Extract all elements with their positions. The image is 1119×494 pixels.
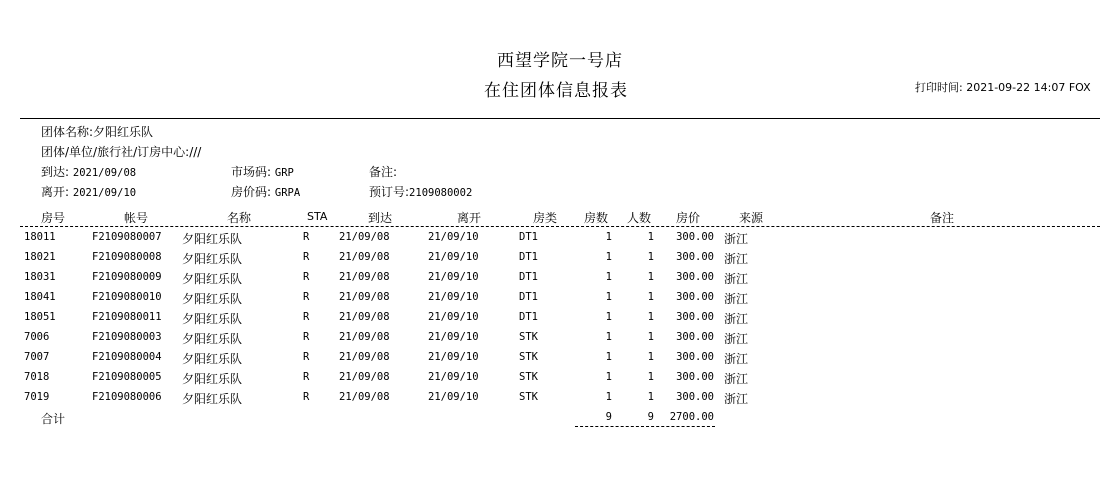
cell-account: F2109080008 <box>92 251 162 263</box>
cell-arrival: 21/09/08 <box>339 351 390 363</box>
cell-room: 18021 <box>24 251 56 263</box>
col-header-rooms: 房数 <box>584 211 609 225</box>
cell-room: 7018 <box>24 371 50 383</box>
cell-persons: 1 <box>647 351 654 363</box>
table-row <box>0 370 1119 390</box>
cell-persons: 1 <box>647 291 654 303</box>
cell-name: 夕阳红乐队 <box>182 312 243 326</box>
cell-source: 浙江 <box>724 312 749 326</box>
group-name-label: 团体名称: <box>41 125 94 139</box>
cell-room-type: STK <box>519 351 538 363</box>
table-row <box>0 390 1119 410</box>
cell-rate: 300.00 <box>676 271 714 283</box>
cell-name: 夕阳红乐队 <box>182 392 243 406</box>
booking-label: 预订号: <box>369 185 410 199</box>
total-dashed-underline <box>575 426 715 427</box>
group-agency-value: /// <box>189 145 202 159</box>
cell-departure: 21/09/10 <box>428 331 479 343</box>
col-header-room: 房号 <box>41 211 66 225</box>
table-row <box>0 350 1119 370</box>
cell-status: R <box>303 371 310 383</box>
rate-code-value: GRPA <box>274 187 301 199</box>
cell-persons: 1 <box>647 311 654 323</box>
cell-account: F2109080011 <box>92 311 162 323</box>
cell-rooms: 1 <box>605 271 612 283</box>
cell-rooms: 1 <box>605 311 612 323</box>
departure-label: 离开: <box>41 185 70 199</box>
cell-rooms: 1 <box>605 231 612 243</box>
cell-name: 夕阳红乐队 <box>182 252 243 266</box>
print-time-text: 打印时间: 2021-09-22 14:07 FOX <box>915 81 1091 94</box>
cell-room: 18011 <box>24 231 56 243</box>
cell-rooms: 1 <box>605 331 612 343</box>
cell-room: 18051 <box>24 311 56 323</box>
cell-departure: 21/09/10 <box>428 391 479 403</box>
cell-room-type: STK <box>519 331 538 343</box>
cell-rate: 300.00 <box>676 331 714 343</box>
cell-name: 夕阳红乐队 <box>182 352 243 366</box>
cell-persons: 1 <box>647 391 654 403</box>
header-divider <box>20 118 1100 119</box>
booking-field <box>369 183 472 200</box>
group-name-row <box>41 123 153 140</box>
cell-departure: 21/09/10 <box>428 251 479 263</box>
cell-rate: 300.00 <box>676 291 714 303</box>
table-row <box>0 330 1119 350</box>
cell-source: 浙江 <box>724 392 749 406</box>
col-header-arrival: 到达 <box>368 211 393 225</box>
col-header-account: 帐号 <box>124 211 149 225</box>
col-header-status: STA <box>307 210 328 223</box>
header-dashed-divider <box>20 226 1100 227</box>
cell-persons: 1 <box>647 251 654 263</box>
cell-arrival: 21/09/08 <box>339 231 390 243</box>
cell-rate: 300.00 <box>676 371 714 383</box>
cell-rate: 300.00 <box>676 311 714 323</box>
cell-status: R <box>303 331 310 343</box>
cell-arrival: 21/09/08 <box>339 371 390 383</box>
table-row <box>0 230 1119 250</box>
cell-persons: 1 <box>647 371 654 383</box>
cell-name: 夕阳红乐队 <box>182 232 243 246</box>
cell-room: 18031 <box>24 271 56 283</box>
total-persons: 9 <box>647 411 654 423</box>
cell-departure: 21/09/10 <box>428 231 479 243</box>
market-field <box>231 163 294 180</box>
total-amount: 2700.00 <box>669 411 714 423</box>
col-header-name: 名称 <box>227 211 252 225</box>
total-rooms: 9 <box>605 411 612 423</box>
cell-arrival: 21/09/08 <box>339 391 390 403</box>
cell-departure: 21/09/10 <box>428 351 479 363</box>
cell-arrival: 21/09/08 <box>339 331 390 343</box>
cell-account: F2109080006 <box>92 391 162 403</box>
cell-status: R <box>303 291 310 303</box>
cell-name: 夕阳红乐队 <box>182 332 243 346</box>
cell-name: 夕阳红乐队 <box>182 292 243 306</box>
departure-field <box>41 183 136 200</box>
cell-departure: 21/09/10 <box>428 291 479 303</box>
cell-status: R <box>303 351 310 363</box>
arrival-value: 2021/09/08 <box>72 167 137 179</box>
cell-departure: 21/09/10 <box>428 371 479 383</box>
cell-persons: 1 <box>647 271 654 283</box>
cell-name: 夕阳红乐队 <box>182 272 243 286</box>
cell-rate: 300.00 <box>676 391 714 403</box>
print-time <box>915 79 1091 95</box>
cell-room-type: DT1 <box>519 311 538 323</box>
cell-source: 浙江 <box>724 352 749 366</box>
cell-arrival: 21/09/08 <box>339 251 390 263</box>
group-agency-label: 团体/单位/旅行社/订房中心: <box>41 145 190 159</box>
group-agency-row <box>41 143 201 160</box>
cell-source: 浙江 <box>724 272 749 286</box>
cell-rooms: 1 <box>605 251 612 263</box>
cell-status: R <box>303 251 310 263</box>
cell-name: 夕阳红乐队 <box>182 372 243 386</box>
market-value: GRP <box>274 167 294 179</box>
table-row <box>0 290 1119 310</box>
total-row <box>0 410 1119 430</box>
cell-arrival: 21/09/08 <box>339 311 390 323</box>
cell-departure: 21/09/10 <box>428 271 479 283</box>
rate-code-label: 房价码: <box>231 185 272 199</box>
col-header-remark: 备注 <box>930 211 955 225</box>
market-label: 市场码: <box>231 165 272 179</box>
booking-value: 2109080002 <box>409 187 473 199</box>
cell-rooms: 1 <box>605 291 612 303</box>
rate-code-field <box>231 183 300 200</box>
cell-room-type: STK <box>519 371 538 383</box>
table-row <box>0 310 1119 330</box>
cell-account: F2109080010 <box>92 291 162 303</box>
cell-account: F2109080009 <box>92 271 162 283</box>
cell-persons: 1 <box>647 331 654 343</box>
cell-account: F2109080003 <box>92 331 162 343</box>
cell-account: F2109080004 <box>92 351 162 363</box>
col-header-room-type: 房类 <box>533 211 558 225</box>
cell-source: 浙江 <box>724 332 749 346</box>
cell-status: R <box>303 391 310 403</box>
cell-account: F2109080005 <box>92 371 162 383</box>
cell-arrival: 21/09/08 <box>339 271 390 283</box>
cell-room-type: STK <box>519 391 538 403</box>
cell-rate: 300.00 <box>676 231 714 243</box>
arrival-label: 到达: <box>41 165 70 179</box>
departure-value: 2021/09/10 <box>72 187 137 199</box>
cell-room-type: DT1 <box>519 291 538 303</box>
cell-account: F2109080007 <box>92 231 162 243</box>
cell-source: 浙江 <box>724 232 749 246</box>
col-header-rate: 房价 <box>676 211 701 225</box>
total-label: 合计 <box>41 412 66 426</box>
cell-room-type: DT1 <box>519 231 538 243</box>
cell-source: 浙江 <box>724 372 749 386</box>
cell-status: R <box>303 231 310 243</box>
cell-room: 7006 <box>24 331 50 343</box>
cell-rate: 300.00 <box>676 351 714 363</box>
cell-status: R <box>303 271 310 283</box>
cell-arrival: 21/09/08 <box>339 291 390 303</box>
cell-room: 7007 <box>24 351 50 363</box>
table-row <box>0 250 1119 270</box>
cell-persons: 1 <box>647 231 654 243</box>
cell-source: 浙江 <box>724 252 749 266</box>
report-title: 在住团体信息报表 <box>484 81 628 101</box>
col-header-persons: 人数 <box>627 211 652 225</box>
cell-rate: 300.00 <box>676 251 714 263</box>
cell-room-type: DT1 <box>519 271 538 283</box>
group-name-value: 夕阳红乐队 <box>93 125 154 139</box>
cell-status: R <box>303 311 310 323</box>
cell-room: 7019 <box>24 391 50 403</box>
col-header-source: 来源 <box>739 211 764 225</box>
hotel-name: 西望学院一号店 <box>497 51 623 71</box>
cell-room: 18041 <box>24 291 56 303</box>
col-header-departure: 离开 <box>457 211 482 225</box>
cell-rooms: 1 <box>605 391 612 403</box>
remark-field <box>369 163 397 180</box>
table-row <box>0 270 1119 290</box>
arrival-field <box>41 163 136 180</box>
cell-departure: 21/09/10 <box>428 311 479 323</box>
cell-source: 浙江 <box>724 292 749 306</box>
cell-rooms: 1 <box>605 351 612 363</box>
cell-rooms: 1 <box>605 371 612 383</box>
remark-label: 备注: <box>369 165 398 179</box>
cell-room-type: DT1 <box>519 251 538 263</box>
